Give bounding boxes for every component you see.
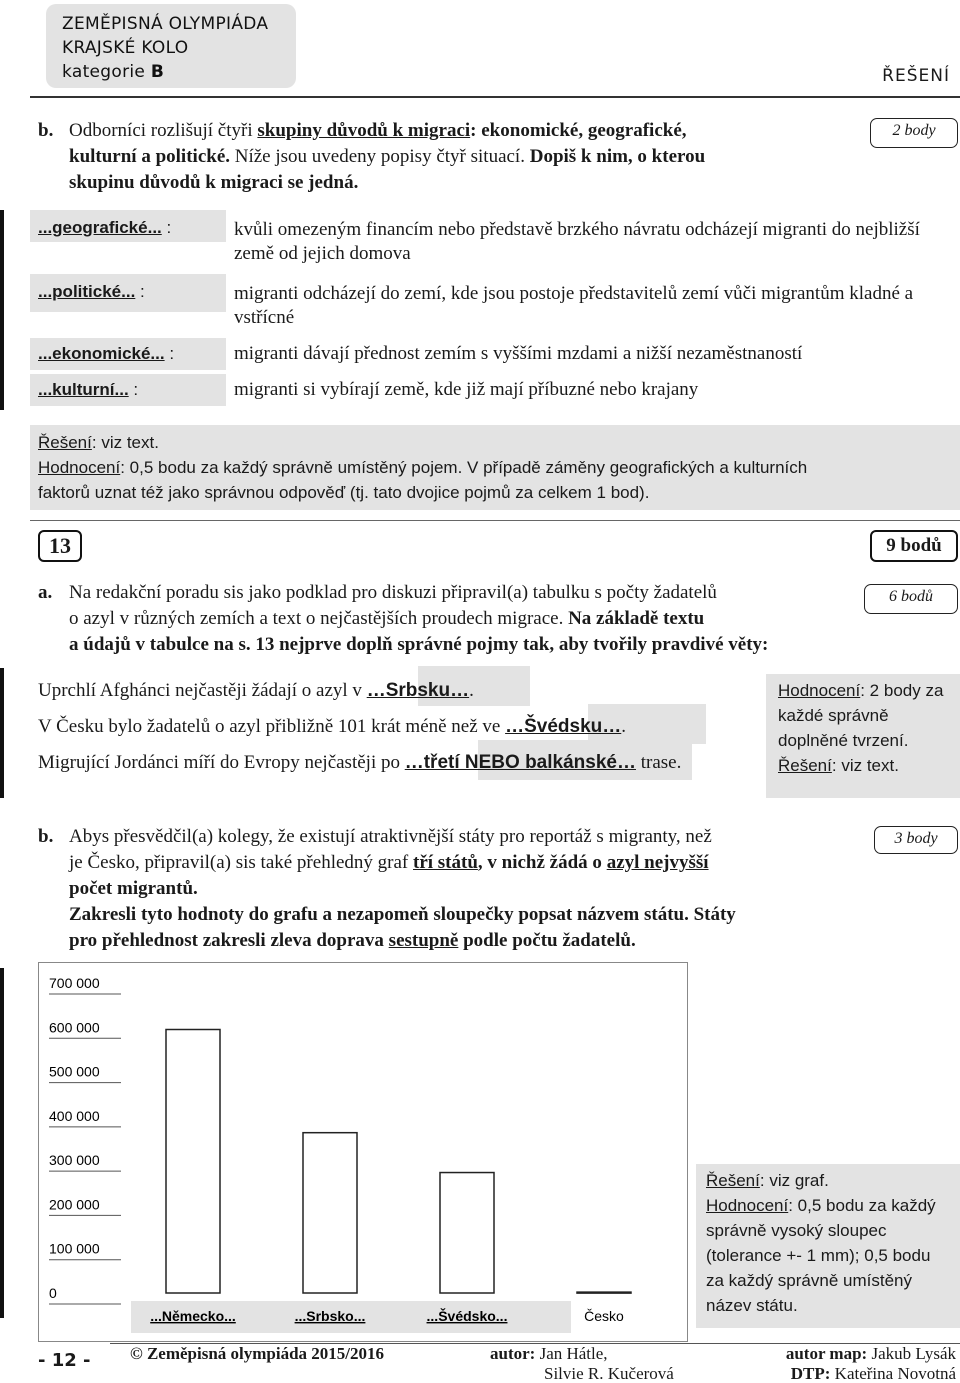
task-a-letter: a. [38,582,53,603]
bar-2 [303,1133,357,1293]
task-a-text [69,580,949,658]
category-desc: migranti odcházejí do zemí, kde jsou postoje představitelů zemí vůči migrantům kladné a vstřícné [234,283,914,328]
task-number: 13 [38,530,82,562]
task-a-t2: o azyl v různých zemích a text o nejčastějších proudech migrace. [69,608,569,629]
task-a-t3: Na základě textu [568,608,705,629]
hodnoceni-text: : 2 body za každé správně doplněné tvrzení. [778,681,944,750]
hodnoceni-label: Hodnocení [706,1196,789,1215]
x-tick-label: ...Švédsko... [426,1308,508,1324]
task-b1-t1: Odborníci rozlišují čtyři [69,120,258,141]
category-prefix: kategorie [62,62,146,82]
task-b1-t2: skupiny důvodů k migraci [257,120,471,141]
reseni-text: : viz text. [91,433,159,452]
hodnoceni-box [766,674,960,798]
answer: …Švédsku… [505,716,622,737]
page-number: - 12 - [38,1350,91,1371]
bar-4 [577,1292,631,1293]
task-a-t1: Na redakční poradu sis jako podklad pro diskuzi připravil(a) tabulku s počty žadatelů [69,582,717,603]
x-tick-label: ...Srbsko... [294,1308,366,1324]
category-desc: migranti si vybírají země, kde již mají příbuzné nebo krajany [234,379,699,400]
chart-frame [38,962,688,1342]
task-b1-letter: b. [38,120,54,141]
margin-bar [0,968,4,1318]
answer: …třetí NEBO balkánské… [404,752,636,773]
task-b1-points: 2 body [870,118,958,148]
reseni-label: Řešení [778,756,832,775]
task-b2-points: 3 body [874,826,958,854]
divider [30,520,960,521]
header-box [46,4,296,88]
task-b1-t3: : ekonomické, geografické, [470,120,687,141]
task-a-points: 6 bodů [864,584,958,614]
header-divider [30,96,960,98]
chart-solution-box [696,1164,960,1328]
sentence: Uprchlí Afghánci nejčastěji žádají o azyl v …Srbsku…. [38,680,474,701]
category-label: ...ekonomické... : [38,344,175,363]
task-b1-t7: skupinu důvodů k migraci se jedná. [69,172,359,193]
task-b2-text: Abys přesvědčil(a) kolegy, že existují atraktivnější státy pro reportáž s migranty, než je Česko, připravil(a) sis také přehledný graf tří států, v nichž žádá o azyl nejvyšší počet migrantů. Zakresli tyto hodnoty do grafu a nezapomeň sloupečky popsat názvem státu. Státy pro přehlednost zakresli zleva doprava sestupně podle počtu žadatelů. [69,826,736,951]
footer-author-2: Silvie R. Kučerová [544,1364,674,1383]
hodnoceni-label: Hodnocení [778,681,861,700]
margin-bar [0,210,4,410]
bar-3 [440,1173,494,1293]
task-total-points: 9 bodů [870,530,958,562]
category-label: ...kulturní... : [38,380,139,399]
task-b2-letter: b. [38,826,54,847]
task-a-t4: a údajů v tabulce na s. 13 nejprve doplň správné pojmy tak, aby tvořily pravdivé věty: [69,634,769,655]
y-tick-label: 400 000 [49,1107,100,1124]
footer-copyright: © Zeměpisná olympiáda 2015/2016 [130,1344,385,1363]
y-tick-label: 300 000 [49,1152,100,1169]
hodnoceni-label: Hodnocení [38,458,121,477]
hodnoceni-text: : 0,5 bodu za každý správně vysoký sloupec (tolerance +- 1 mm); 0,5 bodu za každý správně umístěný název státu. [706,1196,936,1315]
y-tick-label: 0 [49,1285,57,1301]
reseni-label: Řešení [706,1171,760,1190]
reseni-text: : viz graf. [759,1171,829,1190]
category-label: ...geografické... : [38,218,172,237]
x-tick-label: ...Německo... [150,1308,236,1324]
answer: …Srbsku… [366,680,470,701]
header-line-1: ZEMĚPISNÁ OLYMPIÁDA [62,14,269,34]
reseni-text: : viz text. [831,756,899,775]
task-b1-text [69,118,859,196]
y-tick-label: 100 000 [49,1240,100,1257]
task-b1-t4: kulturní a politické. [69,146,230,167]
sentence: Migrující Jordánci míří do Evropy nejčastěji po …třetí NEBO balkánské… trase. [38,752,682,773]
category-letter: B [150,62,165,82]
header-line-3 [62,60,280,84]
task-b1-t6: Dopiš k nim, o kterou [529,146,706,167]
footer-dtp: DTP: Kateřina Novotná [790,1364,956,1383]
y-tick-label: 200 000 [49,1196,100,1213]
category-desc: kvůli omezeným financím nebo představě brzkého návratu odcházejí migranti do nejbližší země od jejich domova [234,219,920,264]
bar-1 [166,1030,220,1294]
footer-author: autor: Jan Hátle, [490,1344,608,1363]
footer-map-author: autor map: Jakub Lysák [785,1344,956,1363]
margin-bar [0,668,4,798]
y-tick-label: 700 000 [49,975,100,991]
solution-text [38,430,953,505]
category-desc: migranti dávají přednost zemím s vyššími mzdami a nižší nezaměstnaností [234,343,803,364]
y-tick-label: 600 000 [49,1019,100,1036]
solution-title: ŘEŠENÍ [882,66,950,86]
task-b1-t5: Níže jsou uvedeny popisy čtyř situací. [230,146,530,167]
hodnoceni-text-1: : 0,5 bodu za každý správně umístěný pojem. V případě záměny geografických a kulturních [120,458,808,477]
migration-bar-chart [39,963,689,1343]
hodnoceni-text-2: faktorů uznat též jako správnou odpověď (tj. tato dvojice pojmů za celkem 1 bod). [38,483,650,502]
sentence: V Česku bylo žadatelů o azyl přibližně 101 krát méně než ve …Švédsku…. [38,716,627,737]
header-line-2: KRAJSKÉ KOLO [62,38,189,58]
x-tick-label: Česko [584,1308,624,1324]
category-label: ...politické... : [38,282,145,301]
reseni-label: Řešení [38,433,92,452]
y-tick-label: 500 000 [49,1063,100,1080]
